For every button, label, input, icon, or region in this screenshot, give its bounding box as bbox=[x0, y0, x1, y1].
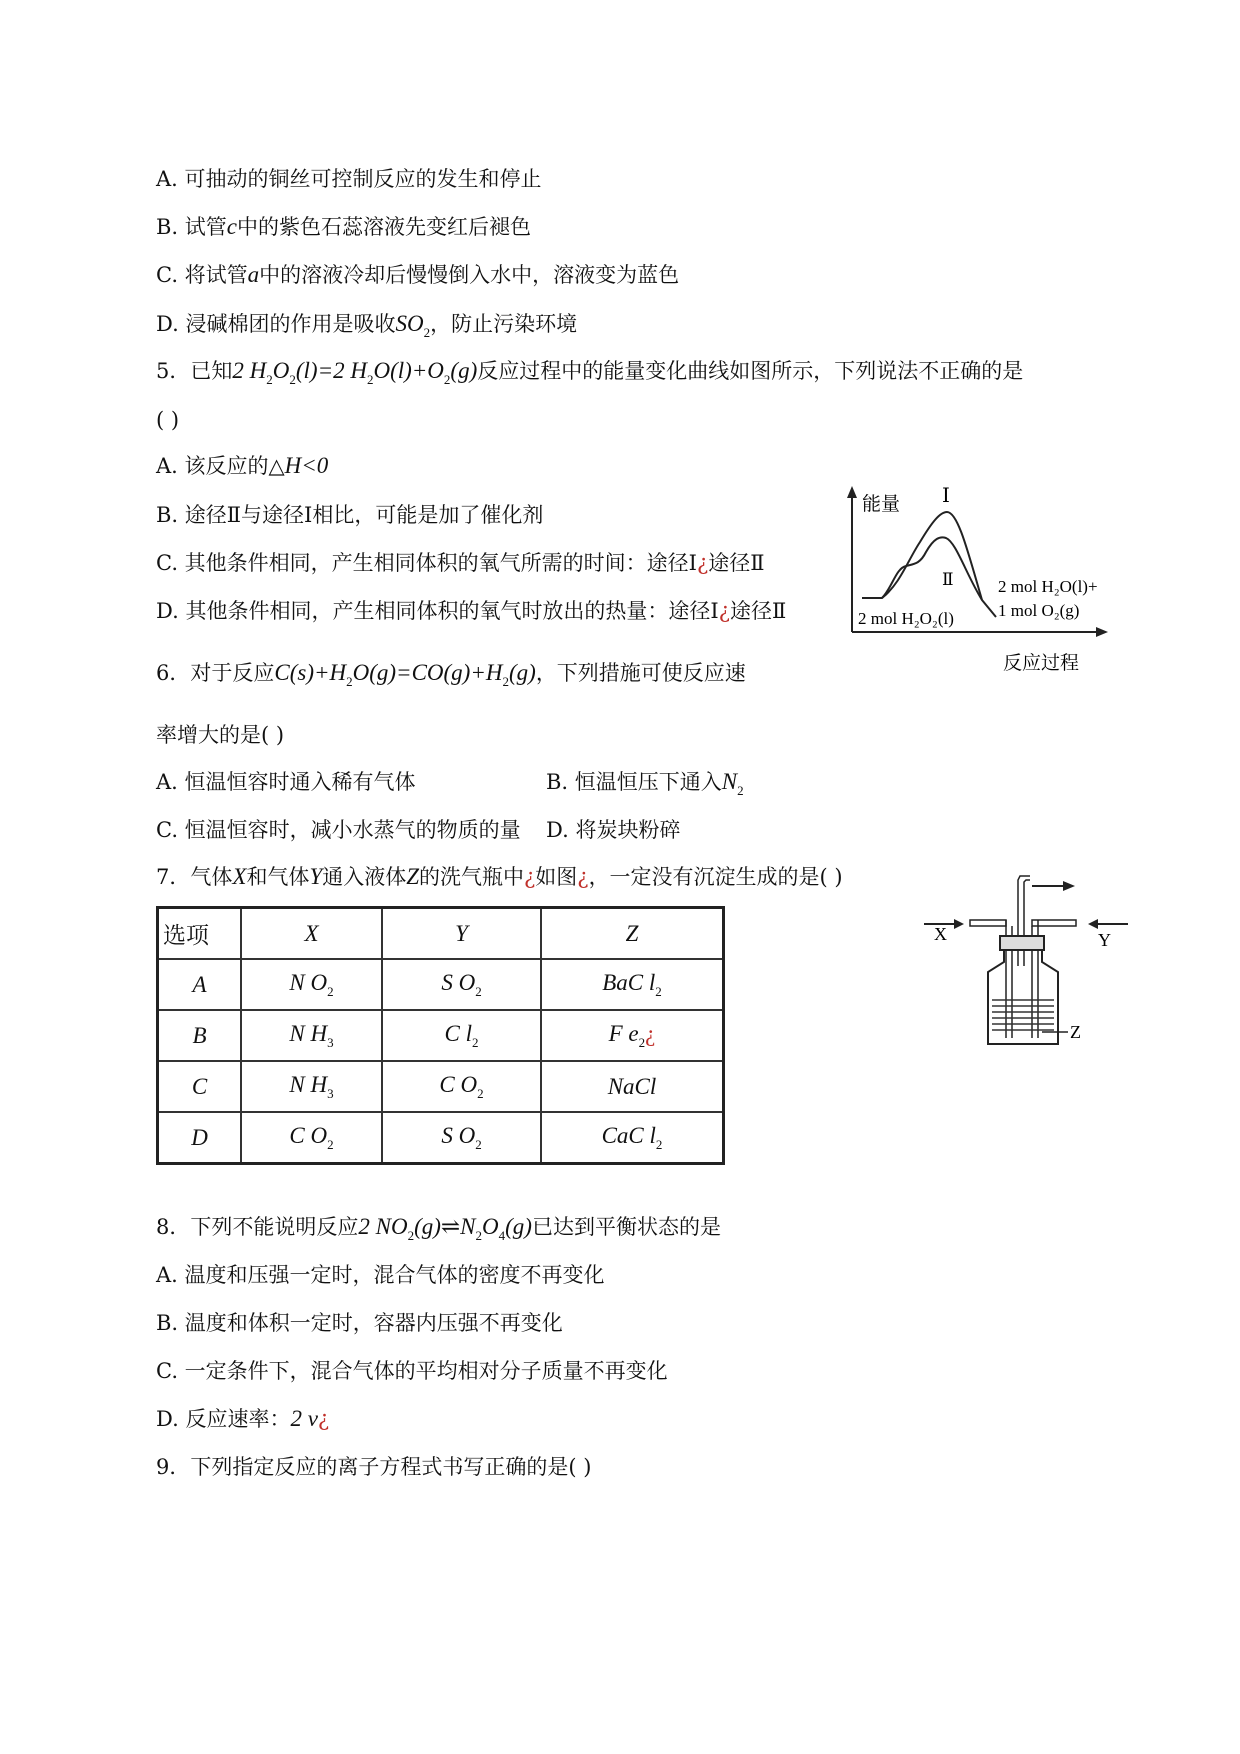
outlet-tube bbox=[1018, 876, 1030, 966]
gas-y-label: Y bbox=[1098, 930, 1111, 950]
header-option: 选项 bbox=[158, 908, 242, 960]
y-cell: S $O_2$ bbox=[382, 959, 541, 1010]
q8-stem: 8．下列不能说明反应2 $NO_2(g)\rightleftharpoons N_2O_4(g)$已达到平衡状态的是 bbox=[156, 1214, 721, 1243]
x-cell: N $O_2$ bbox=[241, 959, 382, 1010]
liquid-z-label: Z bbox=[1070, 1022, 1081, 1042]
liquid-level-lines bbox=[992, 1000, 1054, 1030]
q5-paren: ( ) bbox=[156, 408, 180, 432]
path-1-curve bbox=[862, 512, 996, 617]
q8-option-b: B. 温度和体积一定时，容器内压强不再变化 bbox=[156, 1311, 563, 1335]
q7-options-table bbox=[156, 906, 725, 1165]
option-cell: C bbox=[158, 1061, 242, 1112]
y-axis-label: 能量 bbox=[862, 494, 901, 515]
q5-option-c: C. 其他条件相同，产生相同体积的氧气所需的时间：途径Ⅰ¿途径Ⅱ bbox=[156, 551, 765, 575]
gas-x-arrow bbox=[954, 919, 964, 929]
z-cell: NaCl bbox=[541, 1061, 724, 1112]
q8-option-a: A. 温度和压强一定时，混合气体的密度不再变化 bbox=[156, 1263, 605, 1287]
gas-washing-bottle-figure bbox=[920, 868, 1140, 1058]
q6-stem: 6．对于反应$C(s)+H_2O(g)=CO(g)+H_2(g)$，下列措施可使反应速 bbox=[156, 660, 746, 689]
gas-y-arrow bbox=[1088, 919, 1098, 929]
path-1-label: Ⅰ bbox=[942, 485, 950, 507]
header-x: X bbox=[241, 908, 382, 960]
z-cell: CaC $l_2$ bbox=[541, 1112, 724, 1164]
table-row bbox=[158, 959, 724, 1010]
q5-option-b: B. 途径Ⅱ与途径Ⅰ相比，可能是加了催化剂 bbox=[156, 503, 544, 527]
q4-option-b: B. 试管c中的紫色石蕊溶液先变红后褪色 bbox=[156, 214, 532, 239]
z-cell: BaC $l_2$ bbox=[541, 959, 724, 1010]
y-cell: C $l_2$ bbox=[382, 1010, 541, 1061]
product-label-1: 2 mol H₂O(l)+ bbox=[998, 577, 1098, 596]
q8-option-d: D. 反应速率：2 v¿ bbox=[156, 1406, 330, 1431]
q6-option-b: B. 恒温恒压下通入$N_2$ bbox=[546, 769, 744, 798]
option-cell: A bbox=[158, 959, 242, 1010]
q6-option-d: D. 将炭块粉碎 bbox=[546, 818, 681, 842]
q5-option-a: A. 该反应的△H<0 bbox=[156, 453, 329, 478]
inlet-tube-left bbox=[970, 920, 1006, 926]
q8-option-c: C. 一定条件下，混合气体的平均相对分子质量不再变化 bbox=[156, 1359, 668, 1383]
q4-option-a: A. 可抽动的铜丝可控制反应的发生和停止 bbox=[156, 167, 542, 191]
table-row bbox=[158, 1112, 724, 1164]
y-axis-arrow bbox=[847, 486, 857, 498]
x-axis-arrow bbox=[1096, 627, 1108, 637]
option-cell: B bbox=[158, 1010, 242, 1061]
q4-option-d: D. 浸碱棉团的作用是吸收$SO_2$，防止污染环境 bbox=[156, 311, 578, 340]
reactant-label: 2 mol H₂O₂(l) bbox=[858, 609, 954, 628]
q9-stem: 9．下列指定反应的离子方程式书写正确的是( ) bbox=[156, 1455, 592, 1479]
q8-equation: 2 $NO_2(g)\rightleftharpoons N_2O_4(g)$ bbox=[358, 1214, 532, 1243]
option-cell: D bbox=[158, 1112, 242, 1164]
y-cell: S $O_2$ bbox=[382, 1112, 541, 1164]
q5-stem: 5．已知2 $H_2O_2(l)=2$ $H_2O(l)+O_2(g)$反应过程中的能量变化曲线如图所示，下列说法不正确的是 bbox=[156, 358, 1024, 387]
x-cell: N $H_3$ bbox=[241, 1061, 382, 1112]
product-label-2: 1 mol O₂(g) bbox=[998, 601, 1080, 620]
table-row bbox=[158, 1010, 724, 1061]
outlet-arrow bbox=[1063, 881, 1075, 891]
q6-option-c: C. 恒温恒容时，减小水蒸气的物质的量 bbox=[156, 818, 521, 842]
table-header-row bbox=[158, 908, 724, 960]
energy-diagram bbox=[830, 480, 1130, 680]
header-y: Y bbox=[382, 908, 541, 960]
table-row bbox=[158, 1061, 724, 1112]
path-2-label: Ⅱ bbox=[942, 570, 954, 589]
gas-x-label: X bbox=[934, 924, 947, 944]
y-cell: C $O_2$ bbox=[382, 1061, 541, 1112]
q6-equation: $C(s)+H_2O(g)=CO(g)+H_2(g)$ bbox=[274, 660, 536, 689]
q6-option-a: A. 恒温恒容时通入稀有气体 bbox=[156, 770, 416, 794]
q7-stem: 7．气体X和气体Y通入液体Z的洗气瓶中¿如图¿，一定没有沉淀生成的是( ) bbox=[156, 864, 843, 889]
q5-option-d: D. 其他条件相同，产生相同体积的氧气时放出的热量：途径Ⅰ¿途径Ⅱ bbox=[156, 599, 787, 623]
x-cell: N $H_3$ bbox=[241, 1010, 382, 1061]
q6-stem-2: 率增大的是( ) bbox=[156, 723, 285, 747]
q5-equation: 2 $H_2O_2(l)=2$ $H_2O(l)+O_2(g)$ bbox=[232, 358, 478, 387]
q4-option-c: C. 将试管a中的溶液冷却后慢慢倒入水中，溶液变为蓝色 bbox=[156, 262, 680, 287]
x-axis-label: 反应过程 bbox=[1003, 653, 1080, 674]
x-cell: C $O_2$ bbox=[241, 1112, 382, 1164]
z-cell: F $e_2¿$ bbox=[541, 1010, 724, 1061]
header-z: Z bbox=[541, 908, 724, 960]
bottle-stopper bbox=[1000, 936, 1044, 950]
